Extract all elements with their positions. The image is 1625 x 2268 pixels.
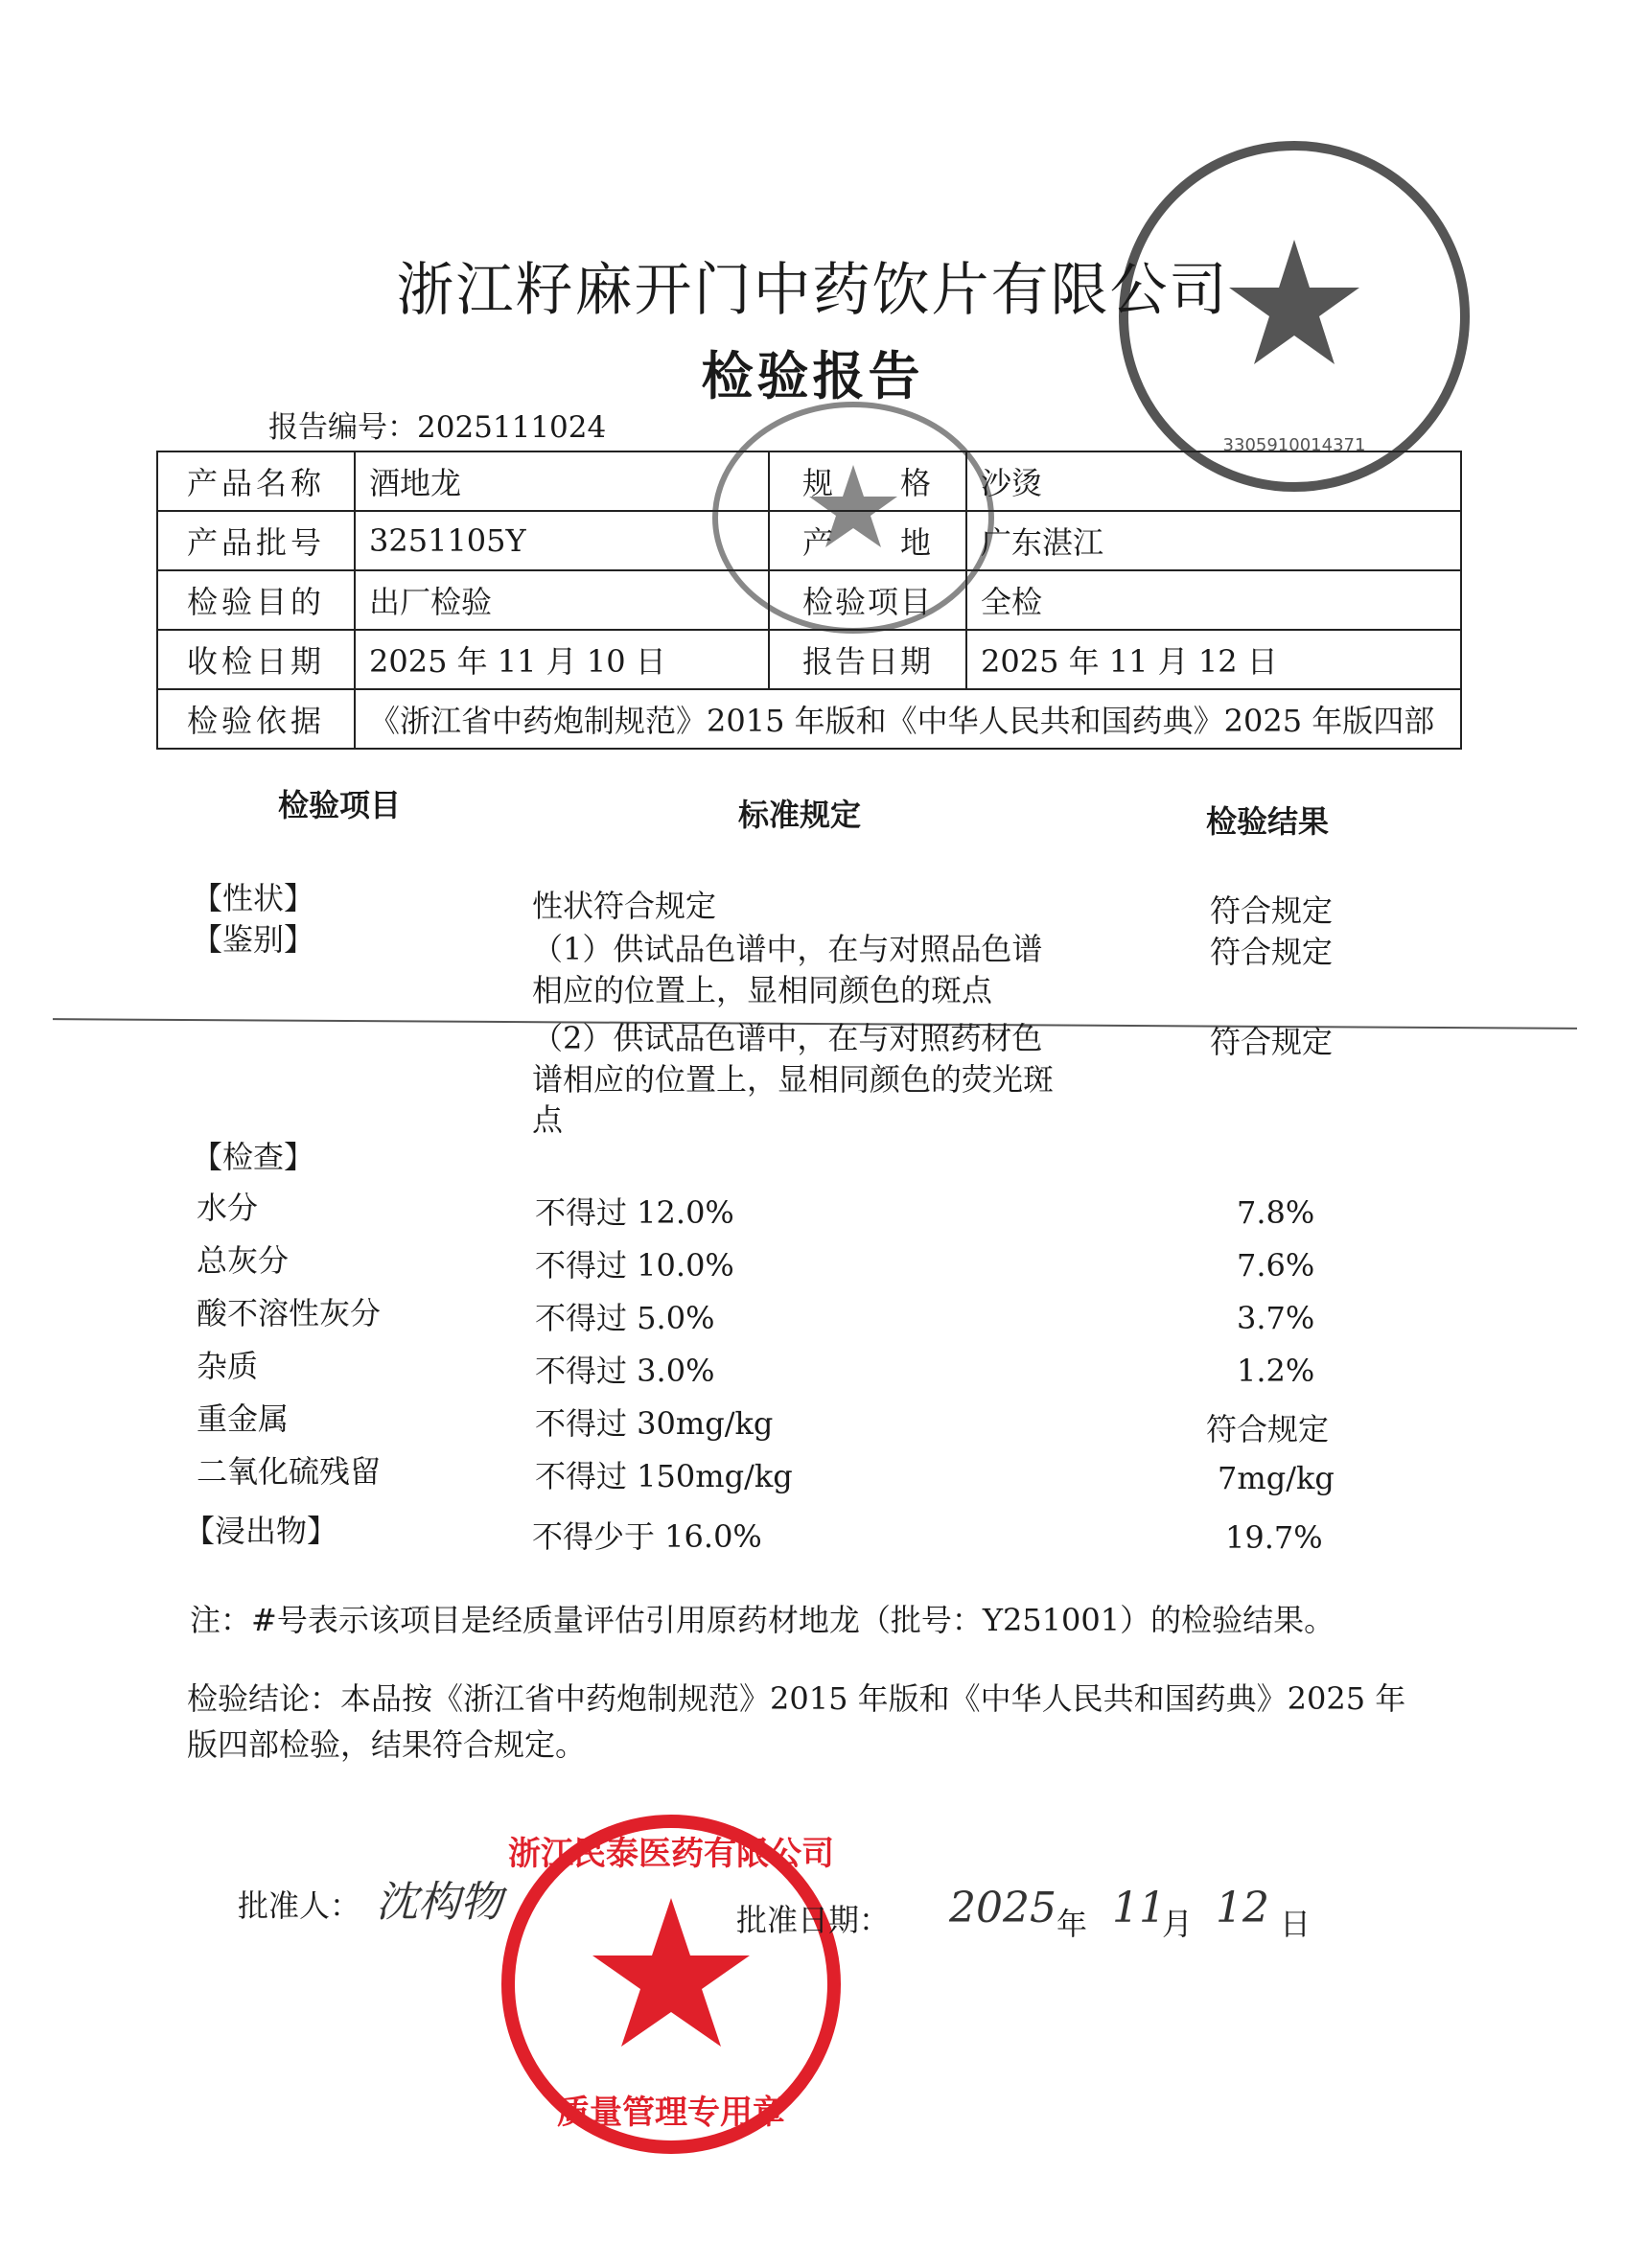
check-name: 酸不溶性灰分	[197, 1295, 382, 1331]
check-result: 符合规定	[1206, 1411, 1330, 1447]
jianbie-2-result: 符合规定	[1210, 1024, 1334, 1060]
product-name: 酒地龙	[355, 451, 769, 511]
check-standard: 不得过 10.0%	[535, 1247, 734, 1284]
report-title: 检验报告	[701, 346, 924, 406]
jianbie-2-line3: 点	[532, 1101, 564, 1138]
origin-value: 广东湛江	[966, 511, 1461, 570]
check-result: 7.6%	[1237, 1247, 1315, 1284]
jianbie-1-line2: 相应的位置上，显相同颜色的斑点	[532, 972, 993, 1008]
basis-value: 《浙江省中药炮制规范》2015 年版和《中华人民共和国药典》2025 年版四部	[355, 689, 1461, 749]
jianbie-1-line1: （1）供试品色谱中，在与对照品色谱	[532, 931, 1043, 967]
receive-date-label: 收检日期	[157, 630, 355, 689]
receive-date-value: 2025 年 11 月 10 日	[355, 630, 769, 689]
xingzhuang-standard: 性状符合规定	[532, 888, 717, 924]
check-name: 总灰分	[197, 1242, 290, 1279]
name-label: 产品名称	[157, 451, 355, 511]
approver-signature: 沈构物	[376, 1878, 502, 1927]
section-jiancha: 【检查】	[192, 1139, 315, 1175]
svg-text:3305910014371: 3305910014371	[1222, 435, 1366, 455]
spec-label: 规 格	[769, 451, 966, 511]
check-standard: 不得过 5.0%	[535, 1300, 715, 1336]
items-value: 全检	[966, 570, 1461, 630]
purpose-value: 出厂检验	[355, 570, 769, 630]
check-standard: 不得过 150mg/kg	[535, 1458, 793, 1494]
svg-text:质量管理专用章: 质量管理专用章	[557, 2094, 785, 2132]
batch-label: 产品批号	[157, 511, 355, 570]
jianbie-2-line2: 谱相应的位置上，显相同颜色的荧光斑	[532, 1061, 1055, 1098]
info-table	[156, 451, 1462, 750]
month-unit: 月	[1162, 1906, 1194, 1942]
quality-seal-bottom	[499, 1797, 844, 2171]
jianbie-2-line1: （2）供试品色谱中，在与对照药材色	[532, 1020, 1043, 1056]
check-result: 1.2%	[1237, 1353, 1315, 1389]
svg-text:浙江民泰医药有限公司: 浙江民泰医药有限公司	[508, 1835, 834, 1873]
section-xingzhuang: 【性状】	[192, 880, 315, 916]
report-date-value: 2025 年 11 月 12 日	[966, 630, 1461, 689]
check-result: 3.7%	[1237, 1300, 1315, 1336]
xingzhuang-result: 符合规定	[1210, 892, 1334, 929]
check-name: 杂质	[197, 1348, 259, 1384]
check-name: 重金属	[197, 1400, 290, 1437]
footnote: 注：#号表示该项目是经质量评估引用原药材地龙（批号：Y251001）的检验结果。	[190, 1602, 1335, 1638]
check-name: 水分	[197, 1190, 259, 1226]
batch-value: 3251105Y	[355, 511, 769, 570]
approve-month: 11	[1112, 1884, 1166, 1932]
check-standard: 不得过 3.0%	[535, 1353, 715, 1389]
report-number: 报告编号：2025111024	[268, 410, 607, 445]
approve-day: 12	[1216, 1884, 1269, 1932]
header-standard: 标准规定	[738, 797, 862, 833]
day-unit: 日	[1280, 1906, 1312, 1942]
conclusion: 检验结论：本品按《浙江省中药炮制规范》2015 年版和《中华人民共和国药典》2025 年版四部检验，结果符合规定。	[187, 1680, 1406, 1763]
check-result: 7.8%	[1237, 1194, 1315, 1231]
items-label: 检验项目	[769, 570, 966, 630]
approve-date-label: 批准日期：	[736, 1902, 891, 1938]
company-name: 浙江籽麻开门中药饮片有限公司	[396, 257, 1229, 324]
approver-label: 批准人：	[238, 1887, 361, 1924]
purpose-label: 检验目的	[157, 570, 355, 630]
spec-value: 沙烫	[966, 451, 1461, 511]
check-standard: 不得过 30mg/kg	[535, 1405, 774, 1442]
section-jinchuwu: 【浸出物】	[184, 1513, 338, 1549]
jinchuwu-result: 19.7%	[1225, 1519, 1323, 1556]
jinchuwu-standard: 不得少于 16.0%	[532, 1518, 762, 1555]
approve-year: 2025	[949, 1884, 1056, 1932]
jianbie-1-result: 符合规定	[1210, 934, 1334, 970]
check-standard: 不得过 12.0%	[535, 1194, 734, 1231]
report-date-label: 报告日期	[769, 630, 966, 689]
header-result: 检验结果	[1206, 803, 1330, 840]
check-name: 二氧化硫残留	[197, 1453, 382, 1490]
basis-label: 检验依据	[157, 689, 355, 749]
origin-label: 产 地	[769, 511, 966, 570]
year-unit: 年	[1056, 1906, 1088, 1942]
header-item: 检验项目	[278, 787, 402, 823]
section-jianbie: 【鉴别】	[192, 921, 315, 958]
check-result: 7mg/kg	[1218, 1460, 1335, 1496]
